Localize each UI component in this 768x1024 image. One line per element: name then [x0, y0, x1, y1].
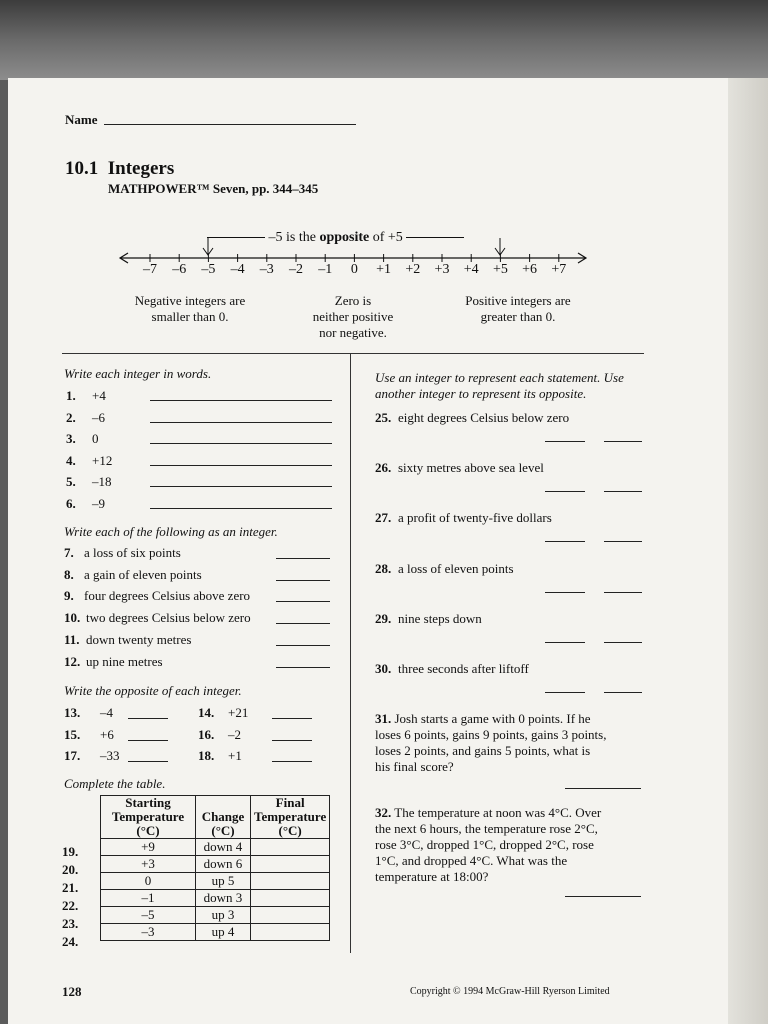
title-reference: MATHPOWER™ Seven, pp. 344–345 [108, 181, 319, 196]
item-number: 27. [375, 510, 392, 526]
final-temp-cell[interactable] [251, 839, 330, 856]
problem-line: Josh starts a game with 0 points. If he [394, 711, 591, 726]
item-number: 11. [64, 631, 80, 647]
page-title [65, 158, 174, 180]
item-number: 14. [198, 705, 215, 720]
problem-line: rose 3°C, dropped 1°C, dropped 2°C, rose [375, 837, 594, 852]
statement-text: nine steps down [398, 610, 482, 626]
tick-label: +6 [522, 262, 538, 277]
caption-line: Positive integers are [465, 293, 571, 308]
integer-value: –2 [228, 726, 241, 742]
answer-blank[interactable] [276, 601, 330, 602]
answer-blank[interactable] [545, 441, 585, 442]
opposite-blank[interactable] [604, 541, 642, 542]
change-value: up 3 [196, 907, 251, 924]
caption-line: neither positive [312, 309, 394, 324]
item-number: 13. [64, 705, 81, 720]
positive-caption [438, 293, 598, 325]
starting-temp: –3 [101, 924, 196, 941]
answer-blank[interactable] [272, 761, 312, 762]
row-number: 22. [62, 898, 79, 913]
item-number: 18. [198, 748, 215, 763]
row-number: 19. [62, 844, 79, 859]
answer-blank[interactable] [276, 667, 330, 668]
row-number: 21. [62, 880, 79, 895]
opposite-suffix: of +5 [372, 230, 403, 245]
answer-blank[interactable] [545, 642, 585, 643]
item-number: 3. [66, 431, 76, 446]
table-row [101, 907, 330, 924]
final-temp-cell[interactable] [251, 907, 330, 924]
answer-blank[interactable] [276, 645, 330, 646]
problem-line: loses 6 points, gains 9 points, gains 3 points, [375, 727, 607, 742]
item-number: 29. [375, 610, 392, 626]
final-temp-cell[interactable] [251, 890, 330, 907]
answer-blank[interactable] [150, 400, 332, 401]
integer-value: +6 [100, 726, 114, 742]
answer-blank[interactable] [545, 592, 585, 593]
row-number: 23. [62, 916, 79, 931]
problem-number: 32. [375, 805, 392, 820]
starting-temp: +3 [101, 856, 196, 873]
opposite-blank[interactable] [604, 491, 642, 492]
tick-label: +7 [551, 262, 567, 277]
row-number: 20. [62, 862, 79, 877]
caption-line: smaller than 0. [151, 309, 229, 324]
item-number: 28. [375, 560, 392, 576]
problem-line: loses 2 points, and gains 5 points, what is [375, 743, 591, 758]
instruction-line: another integer to represent its opposite. [375, 386, 587, 401]
tick-label: –2 [289, 262, 303, 277]
tick-label: –4 [230, 262, 245, 277]
item-number: 17. [64, 748, 81, 763]
tick-label: 0 [350, 262, 358, 277]
tick-label: +5 [492, 262, 508, 277]
answer-blank[interactable] [276, 580, 330, 581]
title-text: Integers [107, 158, 175, 179]
answer-blank[interactable] [128, 718, 168, 719]
final-temp-cell[interactable] [251, 856, 330, 873]
answer-blank[interactable] [276, 623, 330, 624]
item-number: 9. [64, 588, 74, 604]
name-label: Name [65, 112, 98, 127]
tick-label: +3 [434, 262, 450, 277]
final-temp-cell[interactable] [251, 924, 330, 941]
starting-temp: 0 [101, 873, 196, 890]
tick-label: +1 [376, 262, 392, 277]
opposite-prefix: –5 is the [268, 230, 316, 245]
caption-line: Negative integers are [134, 293, 246, 308]
starting-temp: +9 [101, 839, 196, 856]
integer-value: –6 [92, 409, 105, 425]
integer-value: 0 [92, 431, 99, 446]
tick-label: +4 [463, 262, 479, 277]
table-header-row [101, 796, 330, 839]
page-edge [728, 78, 768, 1024]
answer-blank[interactable] [545, 692, 585, 693]
integer-value: –9 [92, 495, 105, 511]
answer-blank-32[interactable] [565, 896, 641, 897]
integer-value: –4 [100, 705, 113, 720]
problem-31 [375, 711, 606, 775]
final-temp-cell[interactable] [251, 873, 330, 890]
statement-text: down twenty metres [86, 631, 192, 647]
name-blank[interactable] [104, 124, 356, 125]
item-number: 7. [64, 545, 74, 560]
opposite-blank[interactable] [604, 642, 642, 643]
change-value: down 3 [196, 890, 251, 907]
section4-instruction: Complete the table. [64, 776, 166, 791]
item-number: 10. [64, 610, 81, 626]
item-number: 8. [64, 566, 74, 582]
statement-text: four degrees Celsius above zero [84, 588, 251, 604]
section-divider [62, 353, 644, 354]
statement-text: a profit of twenty-five dollars [398, 510, 552, 526]
table-row [101, 856, 330, 873]
copyright: Copyright © 1994 McGraw-Hill Ryerson Limited [410, 986, 610, 997]
problem-line: temperature at 18:00? [375, 869, 489, 884]
answer-blank[interactable] [128, 740, 168, 741]
problem-number: 31. [375, 711, 392, 726]
section3-instruction: Write the opposite of each integer. [64, 683, 242, 698]
integer-value: +4 [92, 388, 106, 403]
opposite-blank[interactable] [604, 592, 642, 593]
caption-line: nor negative. [319, 325, 387, 340]
opposite-blank[interactable] [604, 692, 642, 693]
page-number: 128 [62, 984, 82, 999]
integer-value: +21 [228, 705, 249, 720]
opposite-blank[interactable] [604, 441, 642, 442]
problem-line: 1°C, and dropped 4°C. What was the [375, 853, 568, 868]
statement-text: two degrees Celsius below zero [86, 610, 251, 626]
answer-blank[interactable] [150, 422, 332, 423]
caption-line: Zero is [334, 293, 372, 308]
integer-value: –18 [92, 474, 112, 489]
zero-caption [283, 293, 423, 341]
temperature-table [100, 795, 330, 941]
tick-label: +2 [405, 262, 421, 277]
statement-text: three seconds after liftoff [398, 661, 529, 676]
header-starting: Starting Temperature (°C) [101, 796, 196, 839]
starting-temp: –5 [101, 907, 196, 924]
item-number: 1. [66, 388, 76, 403]
answer-blank[interactable] [276, 558, 330, 559]
item-number: 30. [375, 661, 392, 676]
item-number: 4. [66, 452, 76, 468]
answer-blank[interactable] [128, 761, 168, 762]
item-number: 16. [198, 726, 215, 742]
item-number: 2. [66, 409, 76, 425]
answer-blank[interactable] [150, 465, 332, 466]
item-number: 12. [64, 653, 81, 669]
statement-text: a loss of eleven points [398, 560, 514, 576]
change-value: down 6 [196, 856, 251, 873]
opposite-bold: opposite [319, 230, 370, 245]
row-number: 24. [62, 934, 79, 949]
tick-label: –6 [172, 262, 187, 277]
table-row [101, 873, 330, 890]
caption-line: greater than 0. [480, 309, 556, 324]
answer-blank[interactable] [272, 740, 312, 741]
answer-blank[interactable] [150, 486, 332, 487]
integer-value: +12 [92, 452, 113, 468]
table-row [101, 839, 330, 856]
tick-label: –5 [201, 262, 216, 277]
problem-line: The temperature at noon was 4°C. Over [394, 805, 602, 820]
item-number: 25. [375, 410, 392, 425]
answer-blank[interactable] [150, 508, 332, 509]
column-divider [350, 353, 351, 953]
tick-label: –1 [318, 262, 333, 277]
answer-blank[interactable] [272, 718, 312, 719]
change-value: up 5 [196, 873, 251, 890]
table-row [101, 924, 330, 941]
scan-background [0, 0, 768, 80]
integer-value: +1 [228, 748, 242, 763]
section1-instruction: Write each integer in words. [64, 366, 212, 381]
problem-line: the next 6 hours, the temperature rose 2°C, [375, 821, 598, 836]
answer-blank-31[interactable] [565, 788, 641, 789]
answer-blank[interactable] [545, 491, 585, 492]
statement-text: a gain of eleven points [84, 566, 202, 582]
item-number: 26. [375, 460, 392, 476]
title-number: 10.1 [65, 158, 99, 179]
answer-blank[interactable] [545, 541, 585, 542]
instruction-line: Use an integer to represent each statement. Use [375, 370, 624, 385]
negative-caption [110, 293, 270, 325]
problem-32 [375, 805, 601, 885]
change-value: down 4 [196, 839, 251, 856]
item-number: 5. [66, 474, 76, 489]
answer-blank[interactable] [150, 443, 332, 444]
header-change: Change (°C) [196, 796, 251, 839]
header-final: Final Temperature (°C) [251, 796, 330, 839]
table-row [101, 890, 330, 907]
statement-text: eight degrees Celsius below zero [398, 410, 570, 425]
change-value: up 4 [196, 924, 251, 941]
item-number: 6. [66, 495, 76, 511]
statement-text: sixty metres above sea level [398, 460, 544, 476]
tick-label: –7 [143, 262, 157, 277]
statement-text: up nine metres [86, 653, 163, 669]
item-number: 15. [64, 726, 81, 742]
section5-instruction [375, 370, 624, 402]
tick-label: –3 [259, 262, 274, 277]
section2-instruction: Write each of the following as an integer. [64, 524, 278, 539]
problem-line: his final score? [375, 759, 454, 774]
starting-temp: –1 [101, 890, 196, 907]
statement-text: a loss of six points [84, 545, 181, 560]
integer-value: –33 [100, 748, 120, 763]
